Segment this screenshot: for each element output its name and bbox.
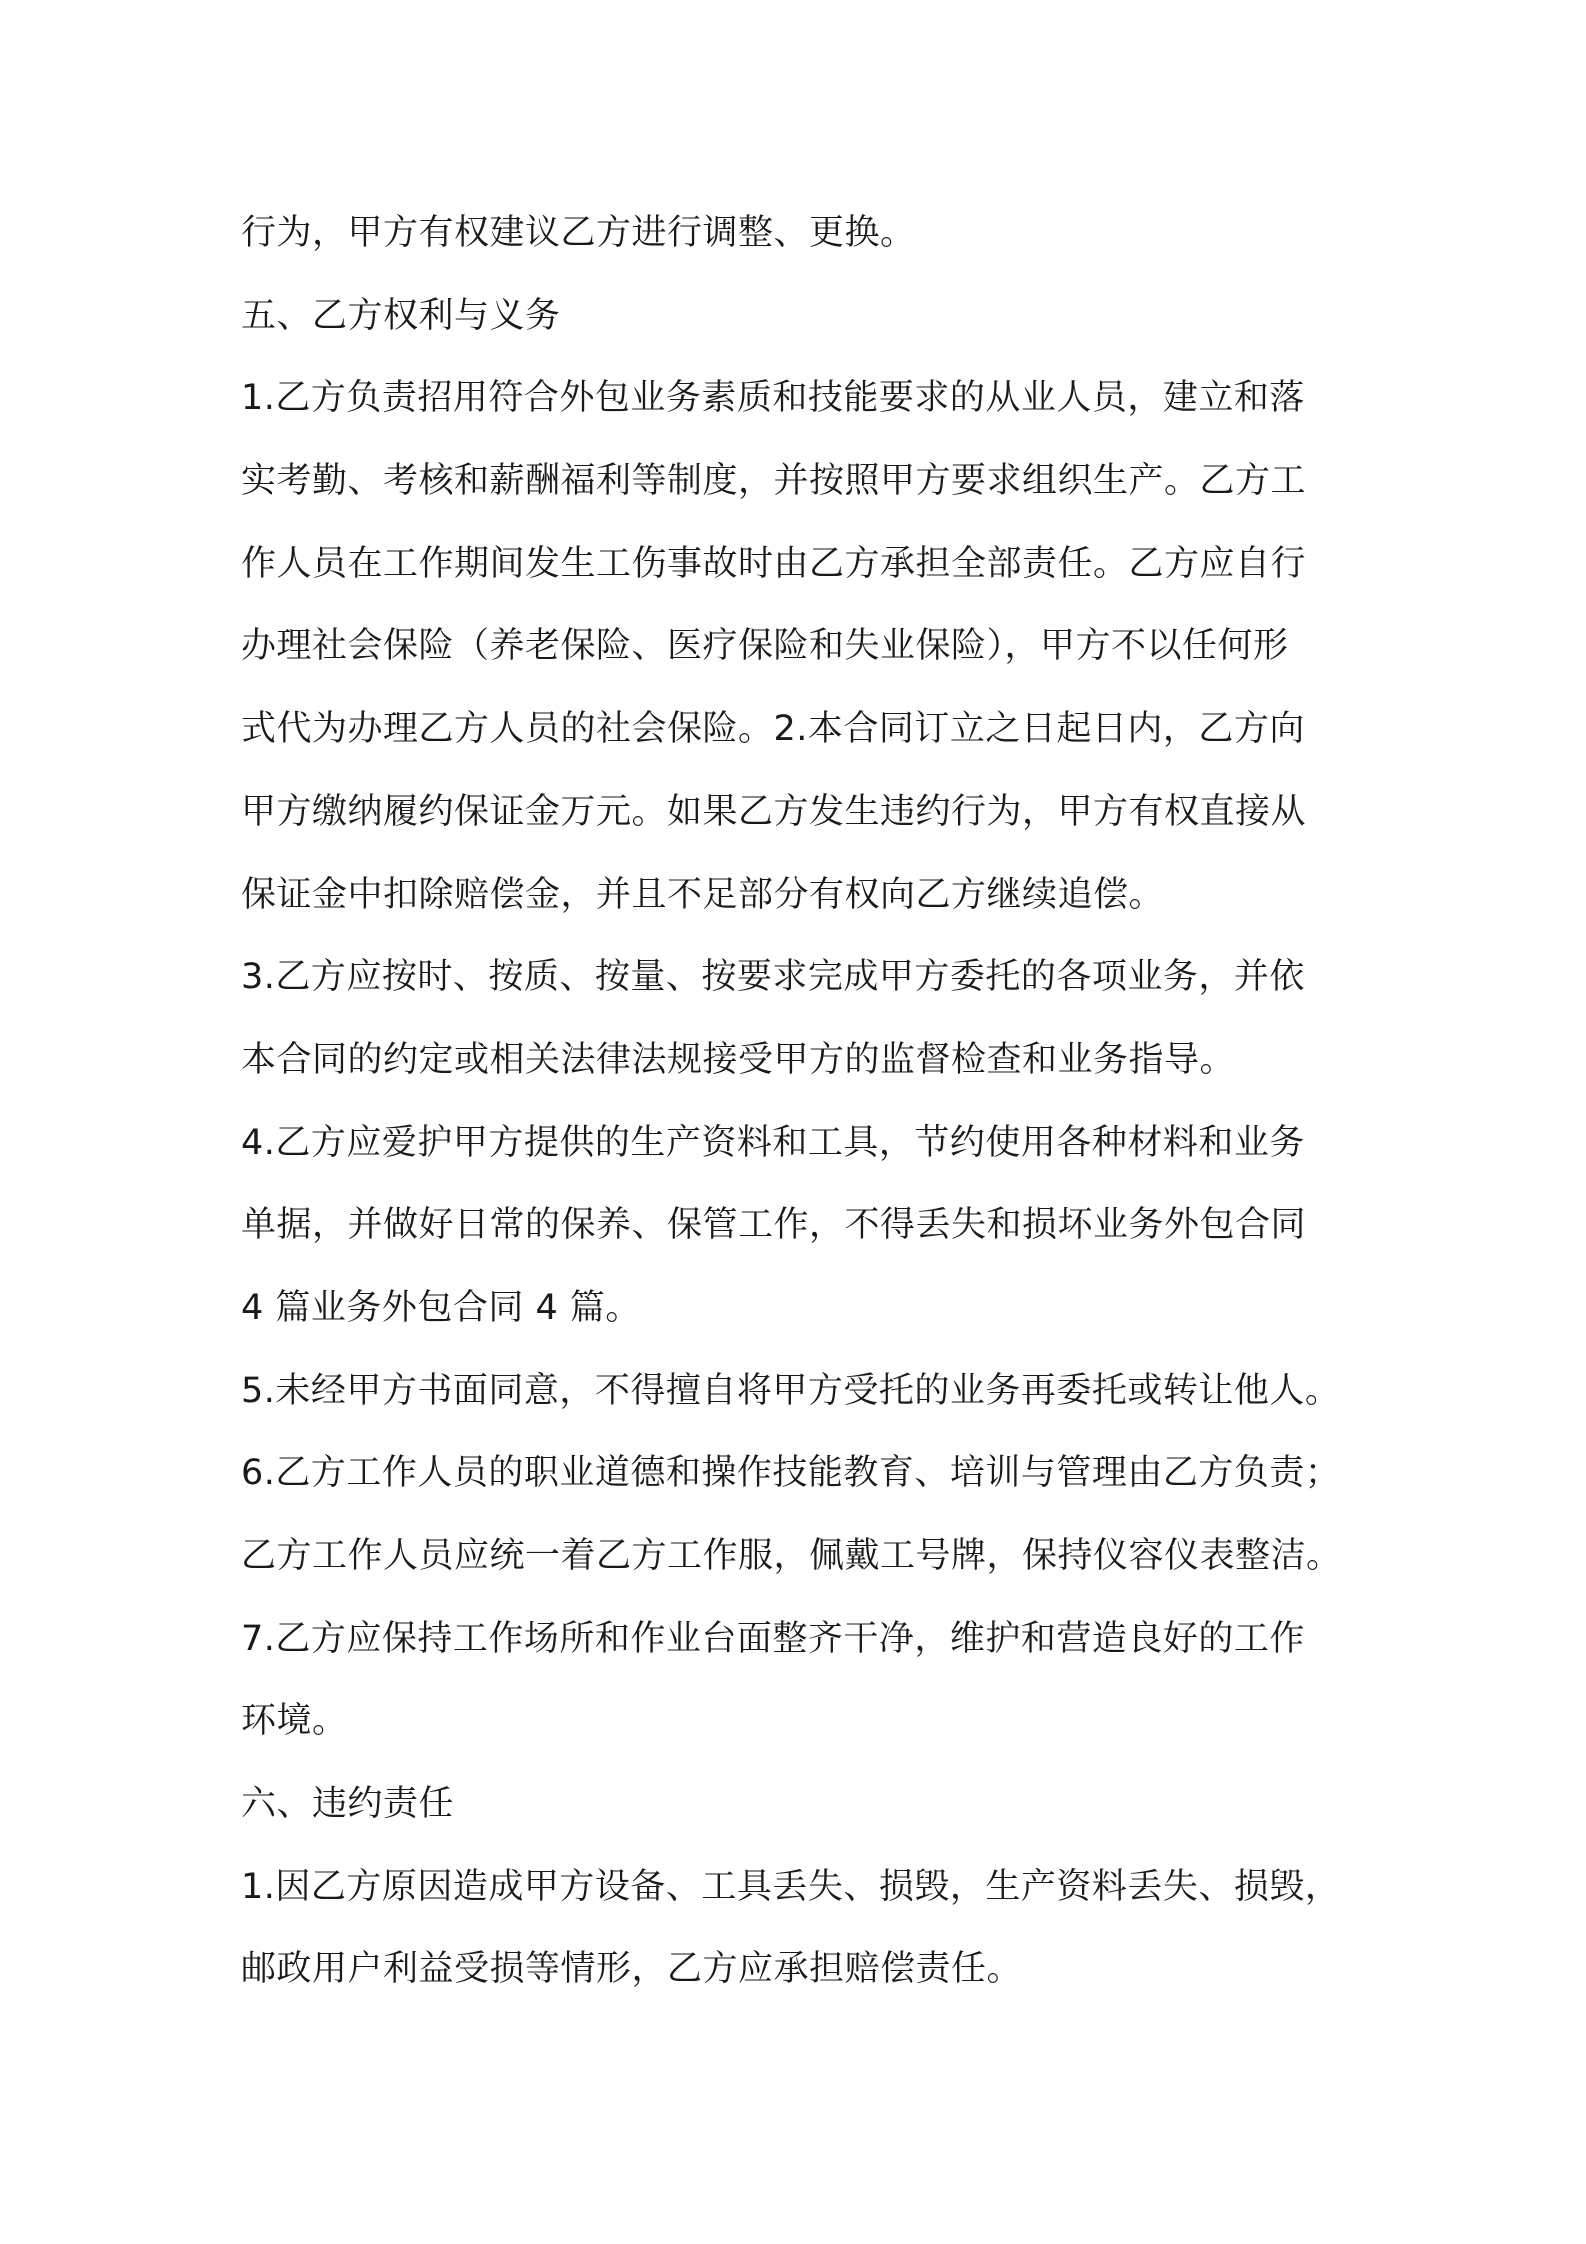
text-line: 乙方工作人员应统一着乙方工作服，佩戴工号牌，保持仪容仪表整洁。 [241,1536,1342,1576]
text-line: 本合同的约定或相关法律法规接受甲方的监督检查和业务指导。 [241,1039,1236,1080]
text-line: 1.乙方负责招用符合外包业务素质和技能要求的从业人员，建立和落 [241,378,1305,419]
section-heading: 六、违约责任 [241,1784,455,1825]
document-body [241,192,1381,2011]
text-line: 1.因乙方原因造成甲方设备、工具丢失、损毁，生产资料丢失、损毁， [241,1866,1341,1907]
text-line: 式代为办理乙方人员的社会保险。2.本合同订立之日起日内，乙方向 [241,709,1305,750]
text-line: 甲方缴纳履约保证金万元。如果乙方发生违约行为，甲方有权直接从 [241,791,1307,832]
text-line: 办理社会保险（养老保险、医疗保险和失业保险），甲方不以任何形 [241,626,1289,667]
text-line: 6.乙方工作人员的职业道德和操作技能教育、培训与管理由乙方负责； [241,1453,1341,1494]
text-line: 实考勤、考核和薪酬福利等制度，并按照甲方要求组织生产。乙方工 [241,461,1307,502]
text-line: 5.未经甲方书面同意，不得擅自将甲方受托的业务再委托或转让他人。 [241,1370,1341,1411]
text-line: 4.乙方应爱护甲方提供的生产资料和工具，节约使用各种材料和业务 [241,1122,1305,1163]
text-line: 4 篇业务外包合同 4 篇。 [241,1287,641,1328]
section-heading: 五、乙方权利与义务 [241,295,561,336]
text-line: 单据，并做好日常的保养、保管工作，不得丢失和损坏业务外包合同 [241,1205,1307,1246]
text-line: 3.乙方应按时、按质、按量、按要求完成甲方委托的各项业务，并依 [241,957,1305,998]
text-line: 保证金中扣除赔偿金，并且不足部分有权向乙方继续追偿。 [241,874,1165,915]
text-line: 7.乙方应保持工作场所和作业台面整齐干净，维护和营造良好的工作 [241,1618,1305,1659]
text-line: 邮政用户利益受损等情形，乙方应承担赔偿责任。 [241,1949,1023,1990]
text-line: 行为，甲方有权建议乙方进行调整、更换。 [241,213,916,253]
text-line: 作人员在工作期间发生工伤事故时由乙方承担全部责任。乙方应自行 [241,543,1307,584]
text-line: 环境。 [241,1701,348,1742]
